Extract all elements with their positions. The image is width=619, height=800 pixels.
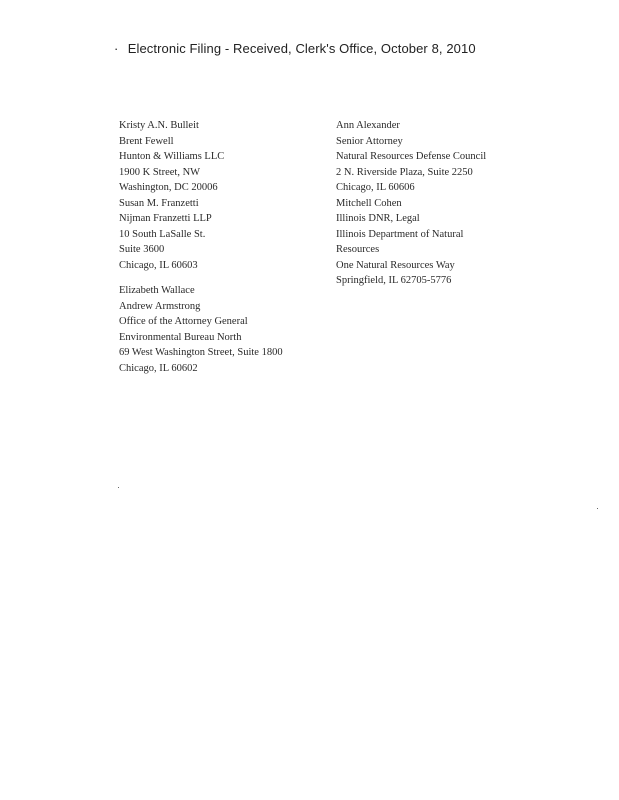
address-line: Senior Attorney: [336, 135, 403, 147]
address-line: Hunton & Williams LLC: [119, 151, 225, 162]
bullet-mark: ·: [114, 41, 119, 56]
address-line: Chicago, IL 60603: [119, 259, 198, 271]
address-line: Kristy A.N. Bulleit: [119, 120, 199, 131]
address-line: Natural Resources Defense Council: [336, 151, 487, 162]
filing-stamp-header: [114, 41, 534, 56]
address-line: Chicago, IL 60606: [336, 182, 415, 193]
scan-speck: [118, 487, 119, 488]
address-line: 69 West Washington Street, Suite 1800: [119, 347, 283, 358]
address-line: Illinois Department of Natural: [336, 228, 464, 240]
address-line: Washington, DC 20006: [119, 182, 218, 193]
address-line: Resources: [336, 244, 380, 255]
address-line: Illinois DNR, Legal: [336, 213, 420, 224]
address-line: Susan M. Franzetti: [119, 197, 199, 209]
address-line: 10 South LaSalle St.: [119, 228, 206, 240]
address-line: Mitchell Cohen: [336, 197, 402, 209]
address-block-alexander-cohen: [336, 118, 536, 289]
address-line: One Natural Resources Way: [336, 259, 455, 271]
scan-speck: [597, 508, 598, 509]
address-line: Office of the Attorney General: [119, 316, 248, 327]
address-line: Springfield, IL 62705-5776: [336, 275, 452, 286]
address-line: Elizabeth Wallace: [119, 285, 195, 296]
address-block-attorney-general: [119, 283, 319, 376]
address-line: Chicago, IL 60602: [119, 362, 198, 374]
address-line: Suite 3600: [119, 244, 165, 255]
service-list-left-column: [119, 118, 319, 386]
address-line: Ann Alexander: [336, 120, 400, 131]
filing-stamp-text: Electronic Filing - Received, Clerk's Office, October 8, 2010: [127, 41, 476, 56]
address-line: Brent Fewell: [119, 135, 174, 147]
address-block-bulleit-franzetti: [119, 118, 319, 273]
address-line: 1900 K Street, NW: [119, 166, 201, 178]
address-line: 2 N. Riverside Plaza, Suite 2250: [336, 166, 473, 178]
service-list-right-column: [336, 118, 536, 299]
address-line: Environmental Bureau North: [119, 331, 242, 343]
address-line: Nijman Franzetti LLP: [119, 213, 212, 224]
address-line: Andrew Armstrong: [119, 300, 201, 312]
